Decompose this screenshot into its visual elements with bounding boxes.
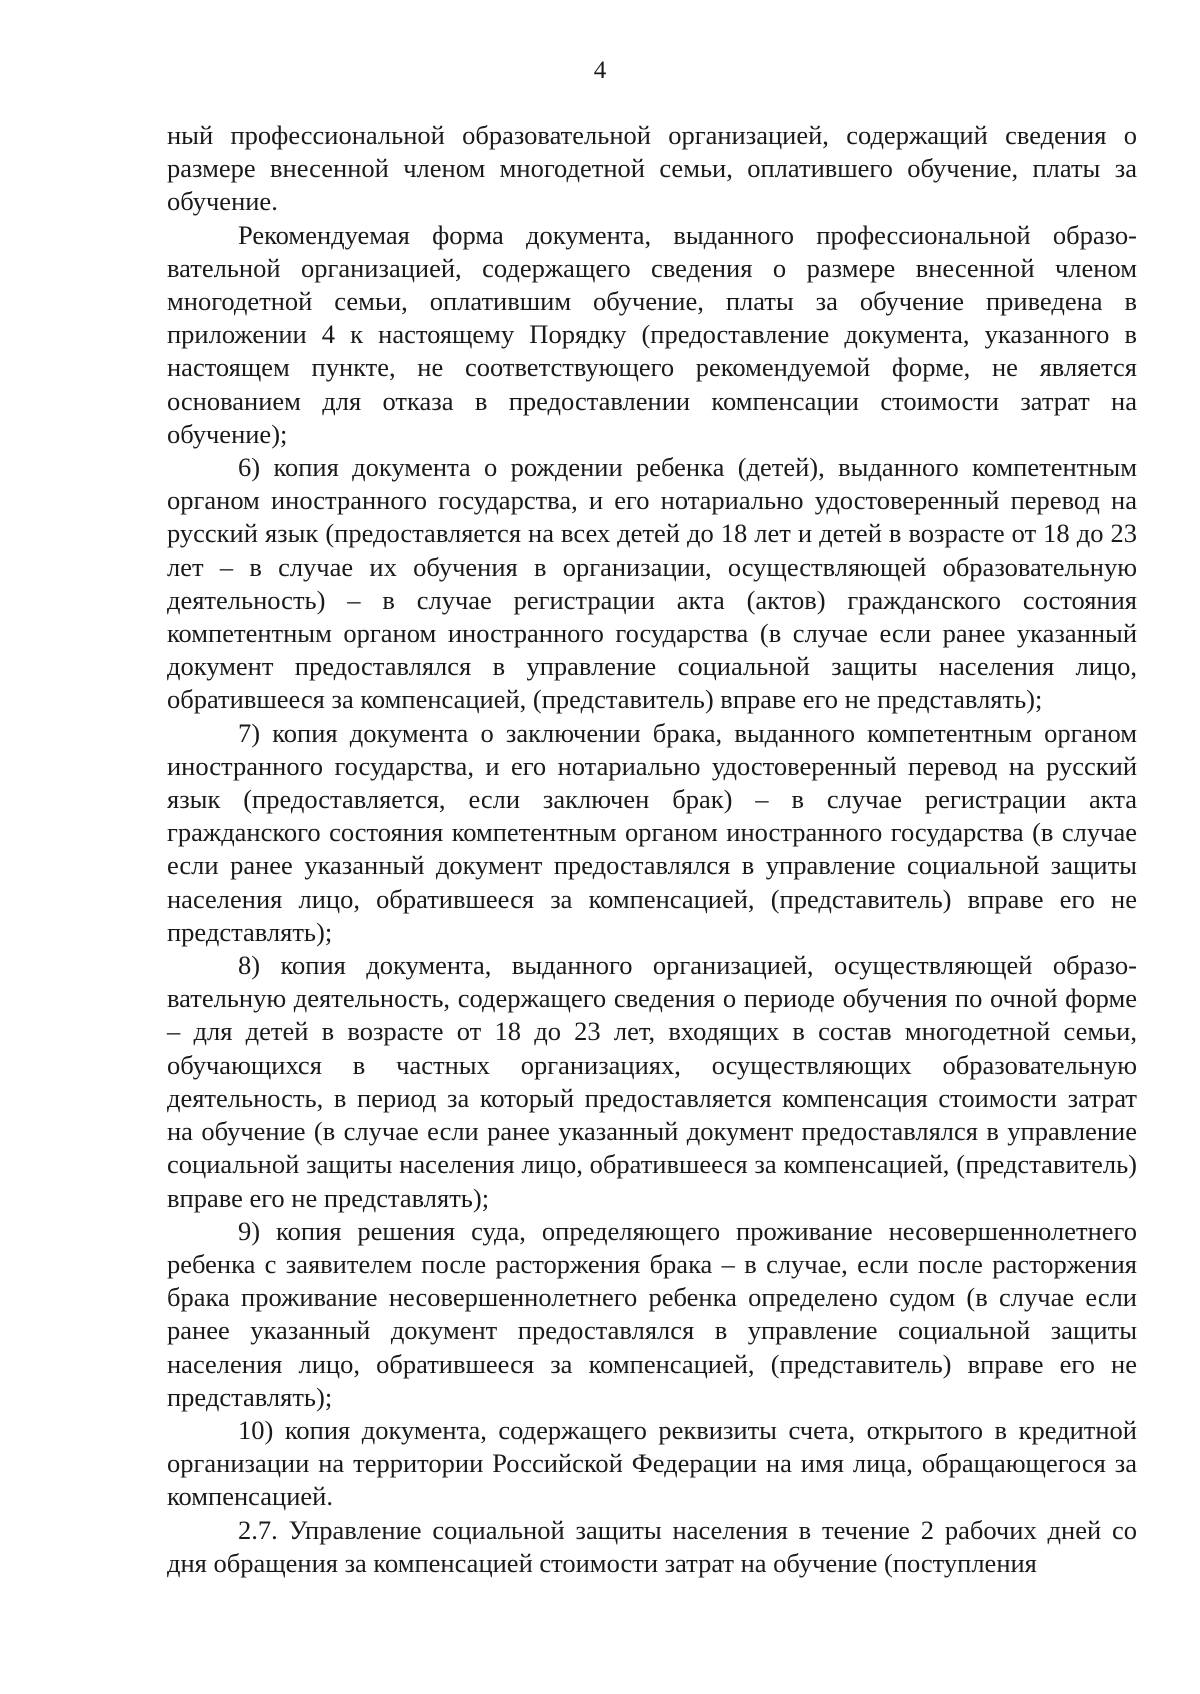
paragraph-item-6: 6) копия документа о рождении ребенка (детей), выданного компетентным органом иностранного государства, и его нотариально удостоверенный перевод на русский язык (предоставляется на всех детей до 18 лет и детей в возрасте от 18 до 23 лет – в случае их обучения в организации, осуществляющей образовательную деятельность) – в случае регистрации акта (актов) гражданского состояния компетентным органом иностранного государства (в случае если ранее указанный документ предоставлялся в управление социальной защиты населения лицо, обратившееся за компенсацией, (представитель) вправе его не представлять);: [167, 452, 1137, 715]
paragraph-recommended-form: Рекомендуемая форма документа, выданного профессиональной образовательной организацией, содержащего сведения о размере внесенной членом многодетной семьи, оплатившим обучение, платы за обучение приведена в приложении 4 к настоящему Порядку (предоставление документа, указанного в настоящем пункте, не соответствующего рекомендуемой форме, не является основанием для отказа в предоставлении компенсации стоимости затрат на обучение);: [167, 219, 1137, 449]
paragraph-item-9: 9) копия решения суда, определяющего проживание несовершеннолетнего ребенка с заявителем после расторжения брака – в случае, если после расторжения брака проживание несовершеннолетнего ребенка определено судом (в случае если ранее указанный документ предоставлялся в управление социальной защиты населения лицо, обратившееся за компенсацией, (представитель) вправе его не представлять);: [167, 1215, 1137, 1412]
paragraph-continuation: ный профессиональной образовательной организацией, содержащий сведения о размере внесенной членом многодетной семьи, оплатившего обучение, платы за обучение.: [167, 120, 1137, 217]
paragraph-item-8: 8) копия документа, выданного организацией, осуществляющей образовательную деятельность, содержащего сведения о периоде обучения по очной форме – для детей в возрасте от 18 до 23 лет, входящих в состав многодетной семьи, обучающихся в частных организациях, осуществляющих образовательную деятельность, в период за который предоставляется компенсация стоимости затрат на обучение (в случае если ранее указанный документ предоставлялся в управление социальной защиты населения лицо, обратившееся за компенсацией, (представитель) вправе его не представлять);: [167, 950, 1137, 1213]
paragraph-item-10: 10) копия документа, содержащего реквизиты счета, открытого в кредитной организации на территории Российской Федерации на имя лица, обращающегося за компенсацией.: [167, 1414, 1137, 1512]
page-number: 4: [593, 57, 607, 84]
document-body: [167, 119, 1137, 1580]
paragraph-item-7: 7) копия документа о заключении брака, выданного компетентным органом иностранного государства, и его нотариально удостоверенный перевод на русский язык (предоставляется, если заключен брак) – в случае регистрации акта гражданского состояния компетентным органом иностранного государства (в случае если ранее указанный документ предоставлялся в управление социальной защиты населения лицо, обратившееся за компенсацией, (представитель) вправе его не представлять);: [167, 717, 1137, 947]
paragraph-section-2-7: 2.7. Управление социальной защиты населения в течение 2 рабочих дней со дня обращения за компенсацией стоимости затрат на обучение (поступления: [167, 1514, 1137, 1578]
